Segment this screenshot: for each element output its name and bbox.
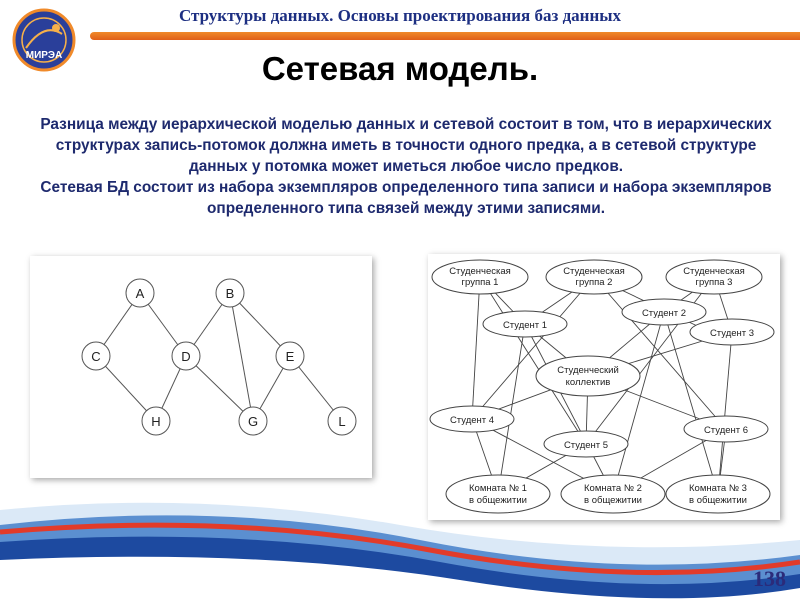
slide-title: Сетевая модель. xyxy=(261,50,539,87)
student-3-label: Студент 3 xyxy=(709,328,755,339)
group-2-line1: Студенческая xyxy=(563,266,625,277)
room-1-line1: Комната № 1 xyxy=(469,483,527,494)
student-4-label: Студент 4 xyxy=(449,415,495,426)
room-1-line2: в общежитии xyxy=(469,495,527,506)
network-graph-panel xyxy=(30,256,372,478)
paragraph-hierarchy-vs-network: Разница между иерархической моделью данных и сетевой состоит в том, что в иерархических структурах запись-потомок должна иметь в точности одного предка, а в сетевой структуре данных у потомка может иметься любое число предков. xyxy=(40,116,772,175)
room-2-line2: в общежитии xyxy=(584,495,642,506)
body-text xyxy=(36,114,776,219)
room-3-line1: Комната № 3 xyxy=(689,483,747,494)
page-number: 138 xyxy=(753,566,786,591)
room-3-line2: в общежитии xyxy=(689,495,747,506)
collective-node xyxy=(536,356,640,396)
group-3-line2: группа 3 xyxy=(695,277,733,288)
group-2-line2: группа 2 xyxy=(575,277,613,288)
collective-line2: коллектив xyxy=(565,377,611,388)
node-label-h: H xyxy=(151,414,161,429)
group-1-line1: Студенческая xyxy=(449,266,511,277)
header-divider xyxy=(90,32,800,40)
network-graph xyxy=(30,256,372,478)
group-3-line1: Студенческая xyxy=(683,266,745,277)
logo-text: МИРЭА xyxy=(25,50,63,61)
footer-wave xyxy=(0,470,800,600)
header-title: Структуры данных. Основы проектирования баз данных xyxy=(178,6,622,25)
collective-line1: Студенческий xyxy=(557,365,619,376)
room-2-line1: Комната № 2 xyxy=(584,483,642,494)
student-6-label: Студент 6 xyxy=(703,425,749,436)
node-label-a: A xyxy=(135,286,145,301)
node-label-d: D xyxy=(181,349,191,364)
node-label-g: G xyxy=(247,414,259,429)
student-1-label: Студент 1 xyxy=(502,320,548,331)
student-5-label: Студент 5 xyxy=(563,440,609,451)
node-label-b: B xyxy=(225,286,235,301)
node-label-c: C xyxy=(91,349,101,364)
node-label-l: L xyxy=(338,414,346,429)
student-2-label: Студент 2 xyxy=(641,308,687,319)
paragraph-network-db: Сетевая БД состоит из набора экземпляров определенного типа записи и набора экземпляров определенного типа связей между этими записями. xyxy=(40,179,772,217)
node-label-e: E xyxy=(285,349,295,364)
group-1-line2: группа 1 xyxy=(461,277,499,288)
